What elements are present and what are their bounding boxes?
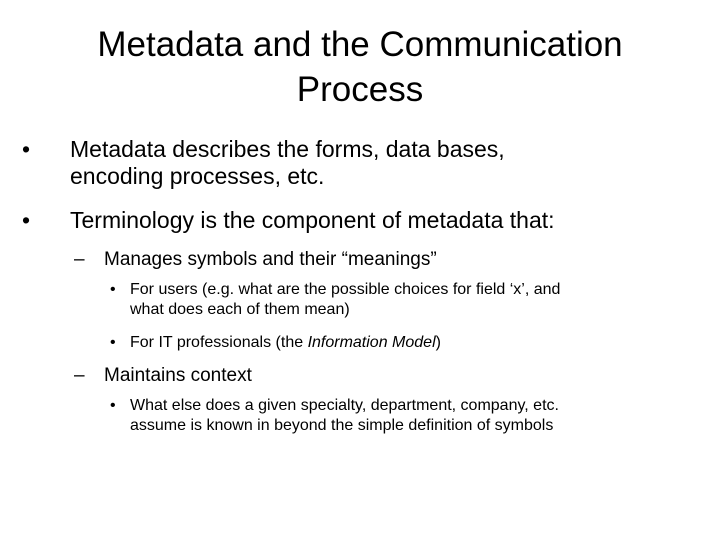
bullet-text-line: encoding processes, etc. bbox=[70, 163, 325, 189]
slide-title bbox=[30, 22, 690, 112]
bullet-marker: • bbox=[110, 397, 116, 414]
bullet-metadata-describes bbox=[22, 136, 690, 190]
subbullet-manages-symbols bbox=[74, 248, 684, 271]
bullet-marker: • bbox=[22, 136, 31, 162]
dash-marker: – bbox=[74, 365, 85, 386]
subsubbullet-text-line: What else does a given specialty, department, company, etc. bbox=[130, 397, 559, 414]
bullet-marker: • bbox=[110, 334, 116, 351]
title-line-2: Process bbox=[296, 70, 424, 109]
subsubbullet-text-line: assume is known in beyond the simple definition of symbols bbox=[130, 417, 554, 434]
information-model-italic: Information Model bbox=[307, 334, 436, 351]
bullet-marker: • bbox=[22, 207, 31, 233]
bullet-text-line: Metadata describes the forms, data bases, bbox=[70, 136, 505, 162]
subsubbullet-for-users bbox=[110, 280, 686, 320]
text-after: ) bbox=[435, 334, 441, 351]
title-line-1: Metadata and the Communication bbox=[97, 25, 623, 64]
subbullet-maintains-context bbox=[74, 364, 684, 387]
subsubbullet-text-line: what does each of them mean) bbox=[130, 301, 350, 318]
subsubbullet-text-line bbox=[130, 333, 686, 353]
subsubbullet-for-it-professionals bbox=[110, 333, 686, 353]
subsubbullet-what-else bbox=[110, 396, 686, 436]
text-before: For IT professionals (the bbox=[130, 334, 308, 351]
subbullet-text-line: Manages symbols and their “meanings” bbox=[104, 249, 437, 270]
subsubbullet-text-line: For users (e.g. what are the possible choices for field ‘x’, and bbox=[130, 281, 561, 298]
dash-marker: – bbox=[74, 249, 85, 270]
bullet-terminology bbox=[22, 207, 690, 234]
bullet-marker: • bbox=[110, 281, 116, 298]
subbullet-text-line: Maintains context bbox=[104, 365, 252, 386]
bullet-text-line: Terminology is the component of metadata that: bbox=[70, 207, 555, 233]
